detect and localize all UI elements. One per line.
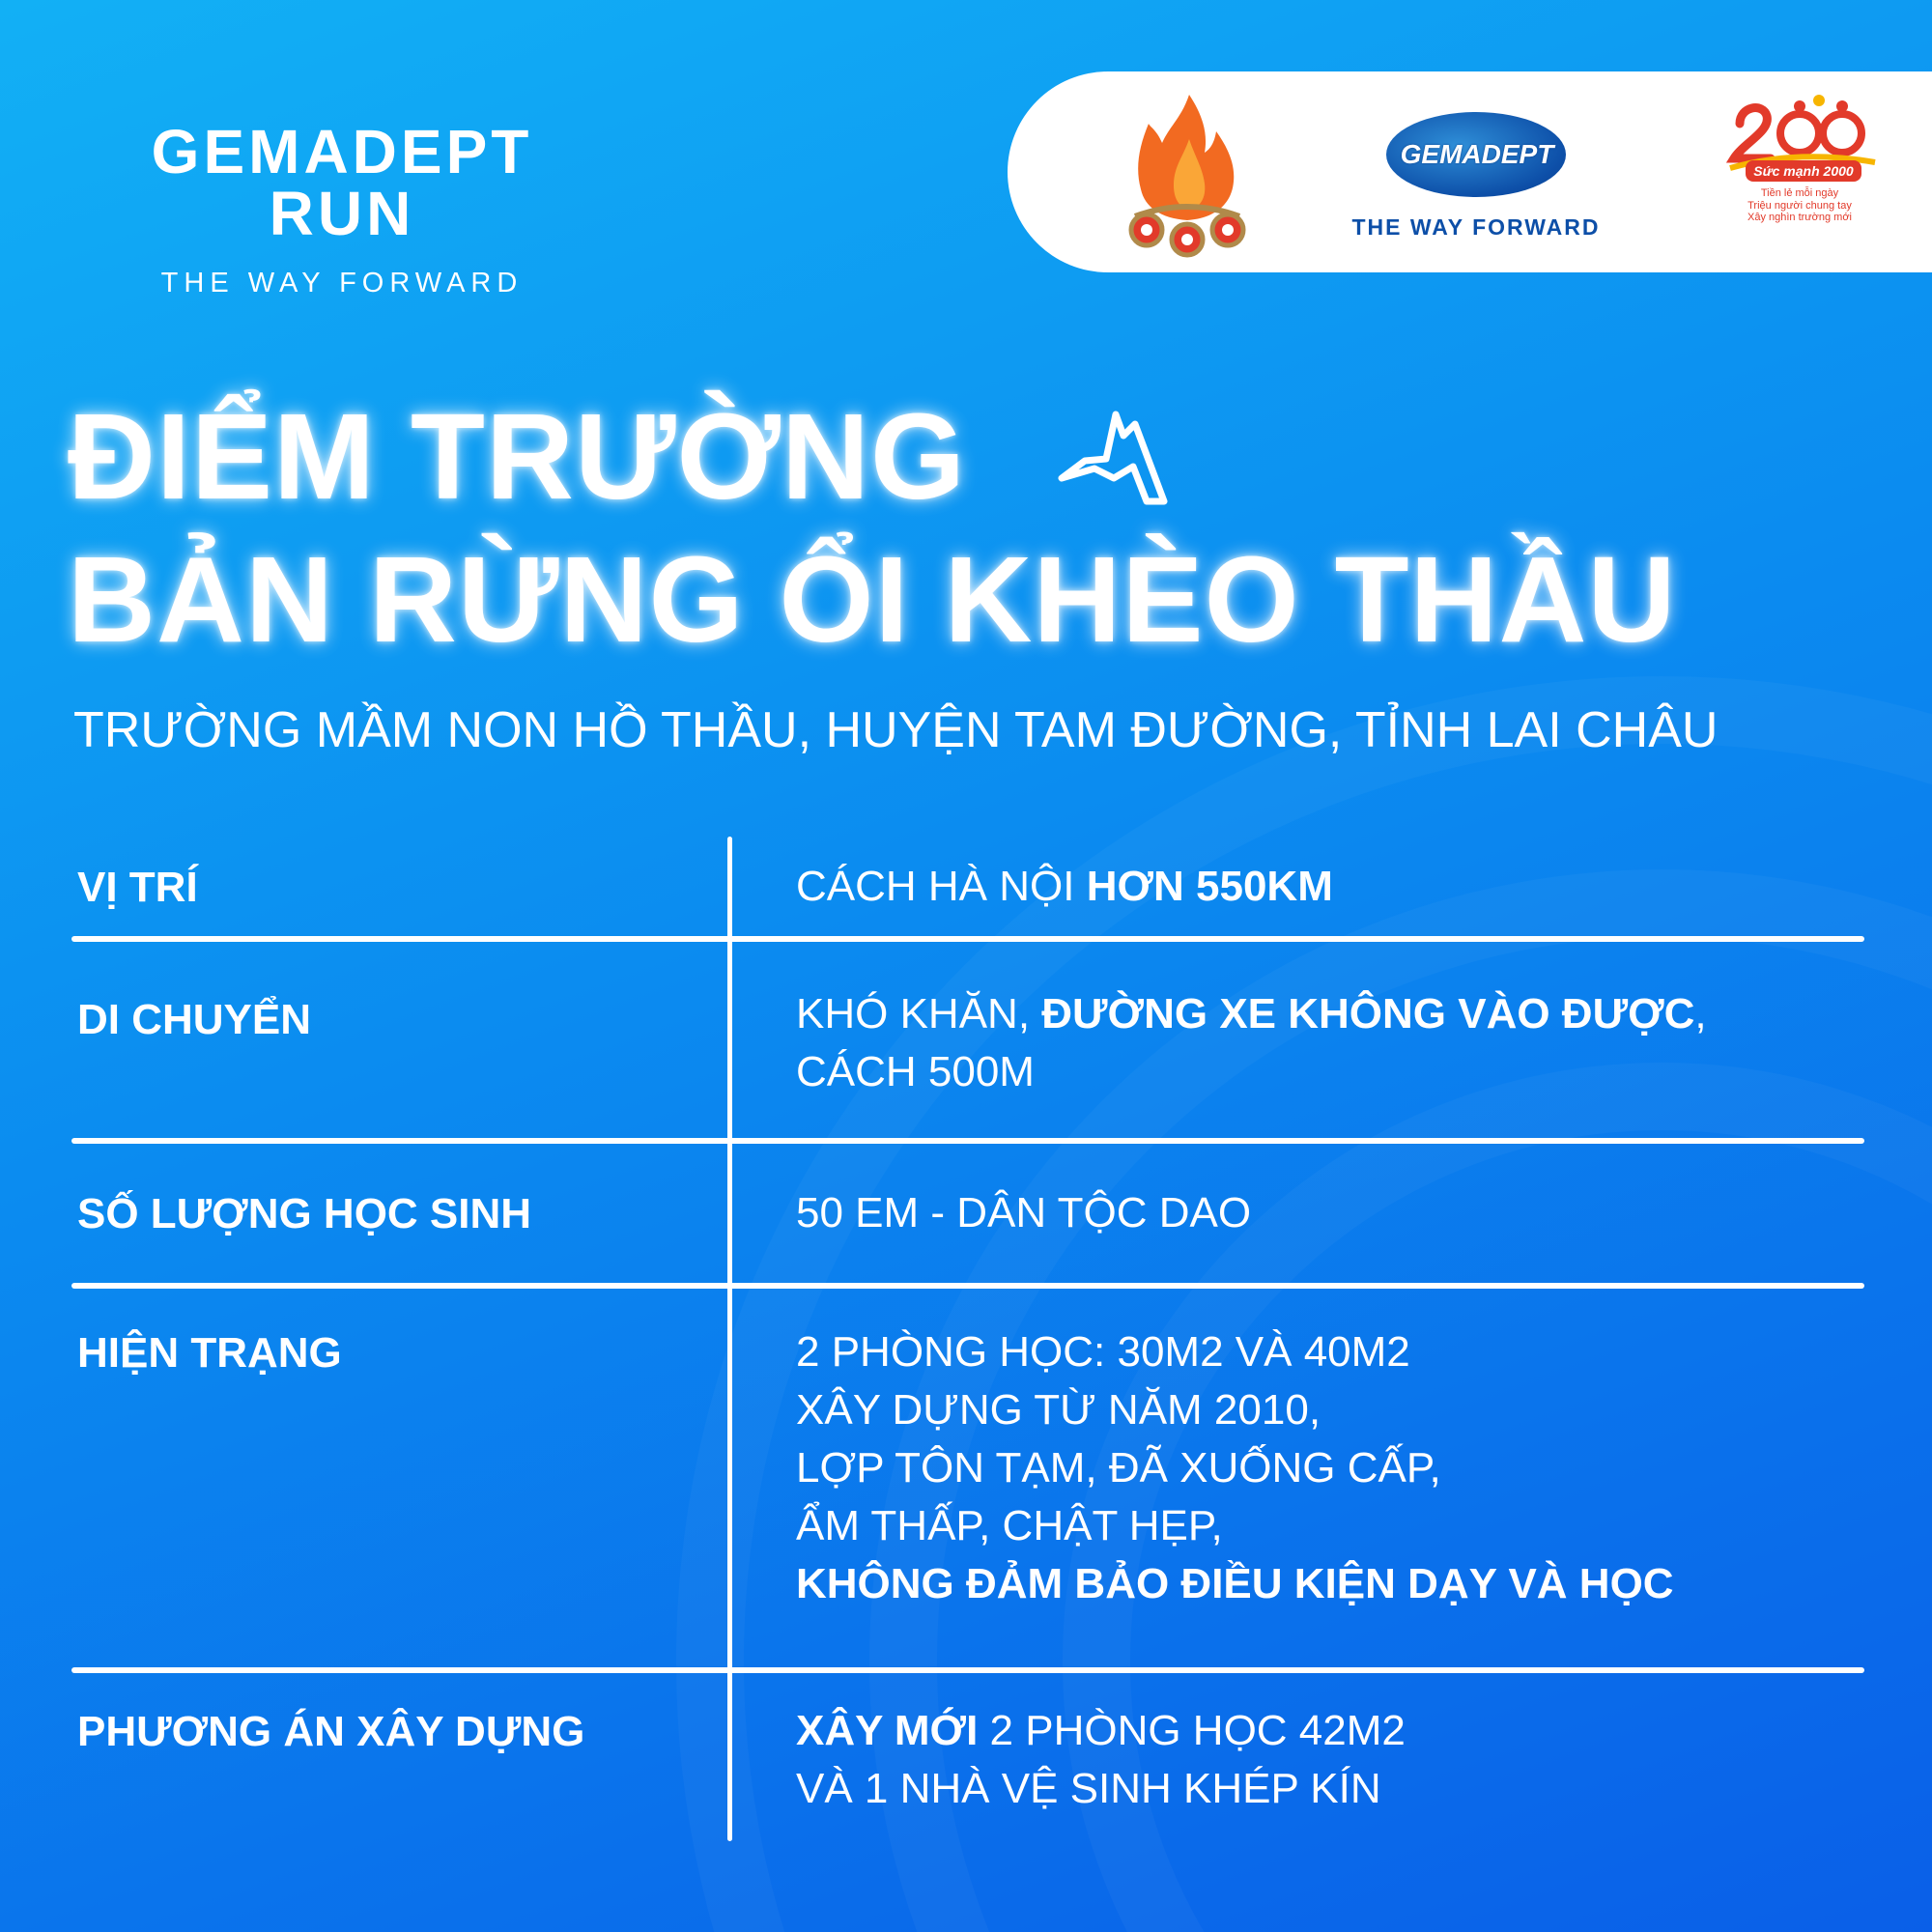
flame-logo-icon: [1122, 89, 1252, 258]
value-line: ẨM THẤP, CHẬT HẸP,: [796, 1502, 1223, 1549]
headline-subtitle: TRƯỜNG MẦM NON HỒ THẦU, HUYỆN TAM ĐƯỜNG, TỈNH LAI CHÂU: [73, 702, 1719, 758]
suc-manh-slogan-line1: Tiền lẻ mỗi ngày: [1760, 187, 1839, 199]
gemadept-logo: [1317, 100, 1635, 255]
brand-block: [71, 117, 612, 298]
table-row-divider: [71, 936, 1864, 942]
suc-manh-slogan-line3: Xây nghìn trường mới: [1747, 212, 1852, 224]
table-row-divider: [71, 1283, 1864, 1289]
table-row-divider: [71, 1138, 1864, 1144]
row-value-di-chuyen: [796, 985, 1707, 1101]
suc-manh-2000-logo-icon: [1711, 85, 1885, 182]
value-text: CÁCH HÀ NỘI: [796, 863, 1087, 910]
row-value-so-luong-hoc-sinh: 50 EM - DÂN TỘC DAO: [796, 1189, 1252, 1236]
gemadept-logo-tagline: THE WAY FORWARD: [1351, 214, 1601, 240]
suc-manh-2000-slogan: [1703, 187, 1896, 224]
value-line: [796, 985, 1707, 1043]
table-row-divider: [71, 1667, 1864, 1673]
row-label-di-chuyen: DI CHUYỂN: [77, 996, 312, 1043]
row-value-phuong-an-xay-dung: [796, 1702, 1406, 1818]
gemadept-logo-text: GEMADEPT: [1400, 139, 1554, 169]
row-value-hien-trang: [796, 1323, 1674, 1613]
suc-manh-slogan-line2: Triệu người chung tay: [1747, 199, 1852, 212]
suc-manh-2000-logo: [1703, 85, 1896, 259]
value-emphasis: HƠN 550KM: [1086, 863, 1333, 910]
suc-manh-2000-name: Sức mạnh 2000: [1753, 163, 1854, 179]
row-label-phuong-an-xay-dung: PHƯƠNG ÁN XÂY DỰNG: [77, 1708, 585, 1755]
value-text: ,: [1694, 990, 1707, 1037]
headline: [68, 388, 1677, 668]
value-emphasis: ĐƯỜNG XE KHÔNG VÀO ĐƯỢC: [1041, 990, 1695, 1037]
row-label-vi-tri: VỊ TRÍ: [77, 864, 198, 911]
row-label-hien-trang: HIỆN TRẠNG: [77, 1329, 342, 1377]
brand-tagline: THE WAY FORWARD: [160, 268, 524, 298]
value-text: 2 PHÒNG HỌC 42M2: [978, 1707, 1406, 1754]
value-line: 2 PHÒNG HỌC: 30M2 VÀ 40M2: [796, 1328, 1410, 1376]
value-line: LỢP TÔN TẠM, ĐÃ XUỐNG CẤP,: [796, 1444, 1441, 1492]
table-column-divider: [727, 837, 732, 1841]
headline-line-2: BẢN RỪNG ỔI KHÈO THẦU: [68, 531, 1677, 668]
value-line: VÀ 1 NHÀ VỆ SINH KHÉP KÍN: [796, 1764, 1381, 1812]
value-line: CÁCH 500M: [796, 1047, 1035, 1095]
logo-panel: [1008, 71, 1932, 272]
value-text: KHÓ KHĂN,: [796, 990, 1042, 1037]
value-emphasis: XÂY MỚI: [796, 1707, 979, 1754]
value-line: XÂY DỰNG TỪ NĂM 2010,: [796, 1386, 1321, 1434]
row-label-so-luong-hoc-sinh: SỐ LƯỢNG HỌC SINH: [77, 1190, 532, 1237]
mountain-icon: [1056, 411, 1170, 507]
value-line: [796, 1702, 1406, 1760]
brand-title: GEMADEPT RUN: [151, 117, 533, 248]
row-value-vi-tri: [796, 858, 1333, 916]
headline-line-1: ĐIỂM TRƯỜNG: [68, 388, 966, 525]
value-emphasis: KHÔNG ĐẢM BẢO ĐIỀU KIỆN DẠY VÀ HỌC: [796, 1560, 1674, 1607]
